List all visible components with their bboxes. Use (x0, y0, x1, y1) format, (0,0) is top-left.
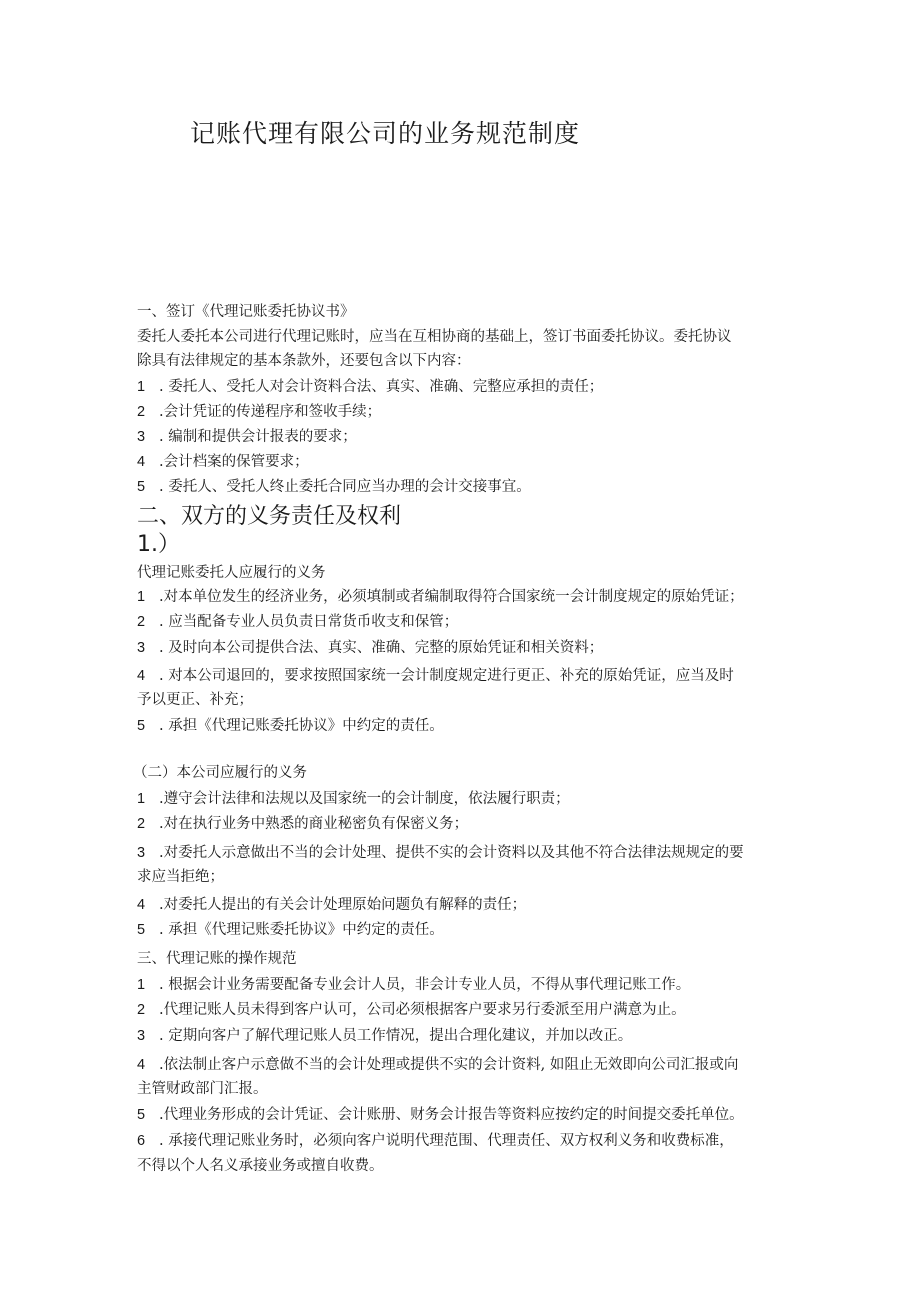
item-number: 1 (137, 589, 146, 605)
list-item (137, 1026, 632, 1046)
section-1-intro-line-2: 除具有法律规定的基本条款外，还要包含以下内容： (137, 353, 471, 369)
item-number: 3 (137, 640, 146, 656)
item-number: 1 (137, 977, 146, 993)
item-text: .会计凭证的传递程序和签收手续； (159, 404, 382, 420)
item-number: 4 (137, 668, 146, 684)
list-item (137, 638, 603, 658)
item-number: 2 (137, 816, 146, 832)
item-number: 2 (137, 614, 146, 630)
item-text: . 编制和提供会计报表的要求； (159, 429, 357, 445)
item-text: . 委托人、受托人对会计资料合法、真实、准确、完整应承担的责任； (159, 379, 604, 395)
section-2-heading: 二、双方的义务责任及权利 (137, 504, 402, 529)
item-text: .依法制止客户示意做不当的会计处理或提供不实的会计资料, 如阻止无效即向公司汇报或向 (159, 1057, 739, 1073)
list-item (137, 1131, 734, 1151)
item-number: 5 (137, 479, 146, 495)
item-number: 3 (137, 1028, 146, 1044)
item-number: 5 (137, 922, 146, 938)
item-text: . 应当配备专业人员负责日常货币收支和保管； (159, 614, 459, 630)
item-text: .对本单位发生的经济业务，必须填制或者编制取得符合国家统一会计制度规定的原始凭证； (159, 589, 744, 605)
item-text: . 对本公司退回的，要求按照国家统一会计制度规定进行更正、补充的原始凭证，应当及时 (159, 668, 734, 684)
item-number: 3 (137, 845, 146, 861)
item-number: 1 (137, 379, 146, 395)
list-item (137, 843, 744, 863)
list-item (137, 1105, 744, 1125)
item-number: 3 (137, 429, 146, 445)
list-item-continuation (137, 1156, 384, 1176)
item-text: .对委托人示意做出不当的会计处理、提供不实的会计资料以及其他不符合法律法规规定的要 (159, 845, 744, 861)
item-text: 不得以个人名义承接业务或擅自收费。 (137, 1158, 384, 1174)
item-text: 主管财政部门汇报。 (137, 1081, 268, 1097)
item-number: 5 (137, 1107, 146, 1123)
section-2-sub-number: 1.） (137, 532, 180, 557)
section-2b-heading: （二）本公司应履行的义务 (133, 765, 307, 781)
item-text: . 承担《代理记账委托协议》中约定的责任。 (159, 718, 444, 734)
section-3-heading: 三、代理记账的操作规范 (137, 951, 297, 967)
list-item-continuation (137, 1079, 268, 1099)
item-text: .对在执行业务中熟悉的商业秘密负有保密义务； (159, 816, 469, 832)
section-1-heading: 一、签订《代理记账委托协议书》 (137, 304, 355, 320)
list-item (137, 452, 309, 472)
list-item (137, 716, 444, 736)
item-number: 2 (137, 404, 146, 420)
list-item (137, 895, 526, 915)
item-text: . 承接代理记账业务时，必须向客户说明代理范围、代理责任、双方权利义务和收费标准， (159, 1133, 734, 1149)
item-text: .对委托人提出的有关会计处理原始问题负有解释的责任； (159, 897, 527, 913)
item-text: .代理记账人员未得到客户认可，公司必须根据客户要求另行委派至用户满意为止。 (159, 1002, 686, 1018)
item-text: . 委托人、受托人终止委托合同应当办理的会计交接事宜。 (159, 479, 531, 495)
list-item-continuation (137, 690, 253, 710)
document-title: 记账代理有限公司的业务规范制度 (190, 119, 581, 148)
list-item (137, 427, 357, 447)
item-text: 予以更正、补充； (137, 692, 253, 708)
list-item (137, 666, 734, 686)
list-item (137, 789, 570, 809)
item-number: 6 (137, 1133, 146, 1149)
item-text: .代理业务形成的会计凭证、会计账册、财务会计报告等资料应按约定的时间提交委托单位。 (159, 1107, 744, 1123)
list-item (137, 612, 458, 632)
list-item (137, 377, 603, 397)
item-text: . 承担《代理记账委托协议》中约定的责任。 (159, 922, 444, 938)
item-text: .遵守会计法律和法规以及国家统一的会计制度，依法履行职责； (159, 791, 570, 807)
section-1-intro-line-1: 委托人委托本公司进行代理记账时，应当在互相协商的基础上，签订书面委托协议。委托协议 (137, 329, 732, 345)
section-2a-heading: 代理记账委托人应履行的义务 (137, 565, 326, 581)
item-number: 4 (137, 454, 146, 470)
item-number: 1 (137, 791, 146, 807)
item-text: . 定期向客户了解代理记账人员工作情况，提出合理化建议，并加以改正。 (159, 1028, 633, 1044)
item-number: 2 (137, 1002, 146, 1018)
item-number: 4 (137, 1057, 146, 1073)
item-text: . 及时向本公司提供合法、真实、准确、完整的原始凭证和相关资料； (159, 640, 604, 656)
list-item (137, 1000, 686, 1020)
list-item (137, 814, 468, 834)
list-item (137, 477, 531, 497)
item-text: .会计档案的保管要求； (159, 454, 309, 470)
list-item (137, 975, 690, 995)
list-item (137, 1055, 738, 1075)
item-number: 5 (137, 718, 146, 734)
list-item (137, 402, 381, 422)
item-number: 4 (137, 897, 146, 913)
list-item (137, 920, 444, 940)
item-text: . 根据会计业务需要配备专业会计人员，非会计专业人员，不得从事代理记账工作。 (159, 977, 691, 993)
list-item (137, 587, 744, 607)
item-text: 求应当拒绝； (137, 869, 224, 885)
list-item-continuation (137, 867, 224, 887)
